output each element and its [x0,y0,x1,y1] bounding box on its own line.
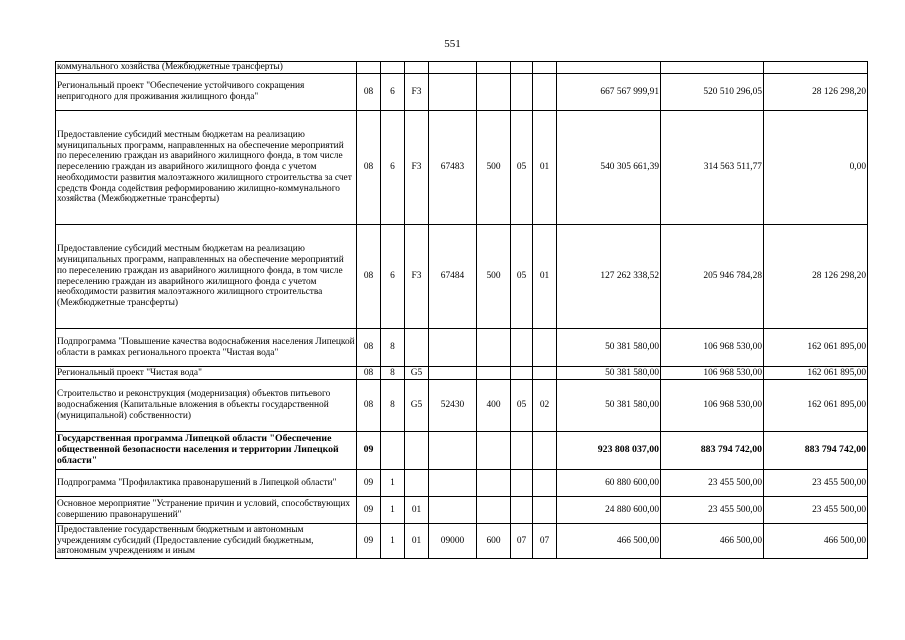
project-code: F3 [405,74,429,111]
subprogram-code: 8 [381,380,405,432]
amount-year-2: 314 563 511,77 [661,111,764,225]
row-description: Основное мероприятие "Устранение причин и условий, способствующих совершению правонарушений" [56,497,357,524]
amount-year-2: 883 794 742,00 [661,432,764,470]
section-code: 05 [511,380,533,432]
amount-year-2: 23 455 500,00 [661,470,764,497]
direction-code [429,329,477,367]
amount-year-1: 923 808 037,00 [557,432,661,470]
amount-year-3: 162 061 895,00 [764,380,868,432]
row-description: Подпрограмма "Профилактика правонарушений в Липецкой области" [56,470,357,497]
row-description: Строительство и реконструкция (модернизация) объектов питьевого водоснабжения (Капитальные вложения в объекты государственной (муниципальной) собственности) [56,380,357,432]
subsection-code [533,62,557,74]
expense-type-code [477,74,511,111]
direction-code: 09000 [429,524,477,559]
amount-year-1: 667 567 999,91 [557,74,661,111]
amount-year-1: 50 381 580,00 [557,380,661,432]
amount-year-2 [661,62,764,74]
amount-year-3: 162 061 895,00 [764,367,868,380]
table-row [56,111,868,225]
row-description: Государственная программа Липецкой области "Обеспечение общественной безопасности населения и территории Липецкой области" [56,432,357,470]
expense-type-code: 600 [477,524,511,559]
direction-code: 67484 [429,225,477,329]
page-number: 551 [444,38,461,50]
subprogram-code: 8 [381,329,405,367]
section-code [511,497,533,524]
subprogram-code: 1 [381,497,405,524]
section-code [511,470,533,497]
row-description: Региональный проект "Обеспечение устойчивого сокращения непригодного для проживания жилищного фонда" [56,74,357,111]
table-row [56,380,868,432]
subsection-code [533,432,557,470]
direction-code [429,367,477,380]
direction-code: 67483 [429,111,477,225]
amount-year-3: 162 061 895,00 [764,329,868,367]
program-code: 09 [357,524,381,559]
section-code [511,62,533,74]
subsection-code: 01 [533,225,557,329]
subsection-code [533,470,557,497]
amount-year-1: 127 262 338,52 [557,225,661,329]
table-row [56,524,868,559]
subsection-code: 02 [533,380,557,432]
expense-type-code [477,62,511,74]
amount-year-2: 466 500,00 [661,524,764,559]
project-code [405,62,429,74]
program-code: 08 [357,111,381,225]
row-description: Предоставление субсидий местным бюджетам на реализацию муниципальных программ, направленных на обеспечение мероприятий по переселению граждан из аварийного жилищного фонда, в том числе переселению граждан из аварийного жилищного фонда с учетом необходимости развития малоэтажного жилищного строительства (Межбюджетные трансферты) [56,225,357,329]
subsection-code [533,329,557,367]
direction-code: 52430 [429,380,477,432]
subprogram-code [381,62,405,74]
expense-type-code: 500 [477,225,511,329]
section-code: 07 [511,524,533,559]
expense-type-code [477,497,511,524]
amount-year-2: 106 968 530,00 [661,329,764,367]
program-code: 08 [357,74,381,111]
amount-year-3 [764,62,868,74]
budget-table [55,61,868,559]
project-code [405,329,429,367]
subprogram-code: 6 [381,111,405,225]
project-code: 01 [405,497,429,524]
subprogram-code: 1 [381,524,405,559]
program-code: 08 [357,329,381,367]
subsection-code [533,497,557,524]
amount-year-3: 28 126 298,20 [764,74,868,111]
project-code [405,432,429,470]
amount-year-1 [557,62,661,74]
project-code: F3 [405,225,429,329]
row-description: коммунального хозяйства (Межбюджетные трансферты) [56,62,357,74]
amount-year-1: 466 500,00 [557,524,661,559]
project-code [405,470,429,497]
program-code: 08 [357,225,381,329]
amount-year-3: 23 455 500,00 [764,470,868,497]
table-row [56,367,868,380]
row-description: Региональный проект "Чистая вода" [56,367,357,380]
table-row [56,432,868,470]
program-code: 09 [357,497,381,524]
project-code: F3 [405,111,429,225]
direction-code [429,432,477,470]
subsection-code [533,74,557,111]
table-row [56,470,868,497]
section-code [511,329,533,367]
table-row [56,497,868,524]
amount-year-1: 60 880 600,00 [557,470,661,497]
direction-code [429,62,477,74]
amount-year-1: 540 305 661,39 [557,111,661,225]
subprogram-code: 6 [381,74,405,111]
row-description: Подпрограмма "Повышение качества водоснабжения населения Липецкой области в рамках регионального проекта "Чистая вода" [56,329,357,367]
amount-year-1: 50 381 580,00 [557,329,661,367]
amount-year-2: 520 510 296,05 [661,74,764,111]
program-code: 08 [357,380,381,432]
direction-code [429,470,477,497]
table-row [56,74,868,111]
table-row [56,329,868,367]
subprogram-code: 1 [381,470,405,497]
subprogram-code [381,432,405,470]
direction-code [429,497,477,524]
section-code [511,367,533,380]
program-code [357,62,381,74]
expense-type-code [477,367,511,380]
expense-type-code: 400 [477,380,511,432]
expense-type-code: 500 [477,111,511,225]
amount-year-3: 23 455 500,00 [764,497,868,524]
program-code: 08 [357,367,381,380]
program-code: 09 [357,470,381,497]
project-code: G5 [405,380,429,432]
section-code [511,74,533,111]
amount-year-2: 106 968 530,00 [661,380,764,432]
amount-year-2: 106 968 530,00 [661,367,764,380]
project-code: 01 [405,524,429,559]
project-code: G5 [405,367,429,380]
section-code [511,432,533,470]
amount-year-3: 0,00 [764,111,868,225]
table-row [56,225,868,329]
table-row [56,62,868,74]
amount-year-1: 24 880 600,00 [557,497,661,524]
expense-type-code [477,329,511,367]
expense-type-code [477,432,511,470]
amount-year-3: 883 794 742,00 [764,432,868,470]
row-description: Предоставление государственным бюджетным и автономным учреждениям субсидий (Предоставление субсидий бюджетным, автономным учреждениям и иным [56,524,357,559]
amount-year-1: 50 381 580,00 [557,367,661,380]
program-code: 09 [357,432,381,470]
subsection-code: 07 [533,524,557,559]
subsection-code: 01 [533,111,557,225]
expense-type-code [477,470,511,497]
row-description: Предоставление субсидий местным бюджетам на реализацию муниципальных программ, направленных на обеспечение мероприятий по переселению граждан из аварийного жилищного фонда, в том числе переселению граждан из аварийного жилищного фонда с учетом необходимости развития малоэтажного жилищного строительства за счет средств Фонда содействия реформированию жилищно-коммунального хозяйства (Межбюджетные трансферты) [56,111,357,225]
direction-code [429,74,477,111]
section-code: 05 [511,111,533,225]
amount-year-3: 466 500,00 [764,524,868,559]
subprogram-code: 8 [381,367,405,380]
amount-year-2: 23 455 500,00 [661,497,764,524]
section-code: 05 [511,225,533,329]
amount-year-2: 205 946 784,28 [661,225,764,329]
subprogram-code: 6 [381,225,405,329]
subsection-code [533,367,557,380]
amount-year-3: 28 126 298,20 [764,225,868,329]
